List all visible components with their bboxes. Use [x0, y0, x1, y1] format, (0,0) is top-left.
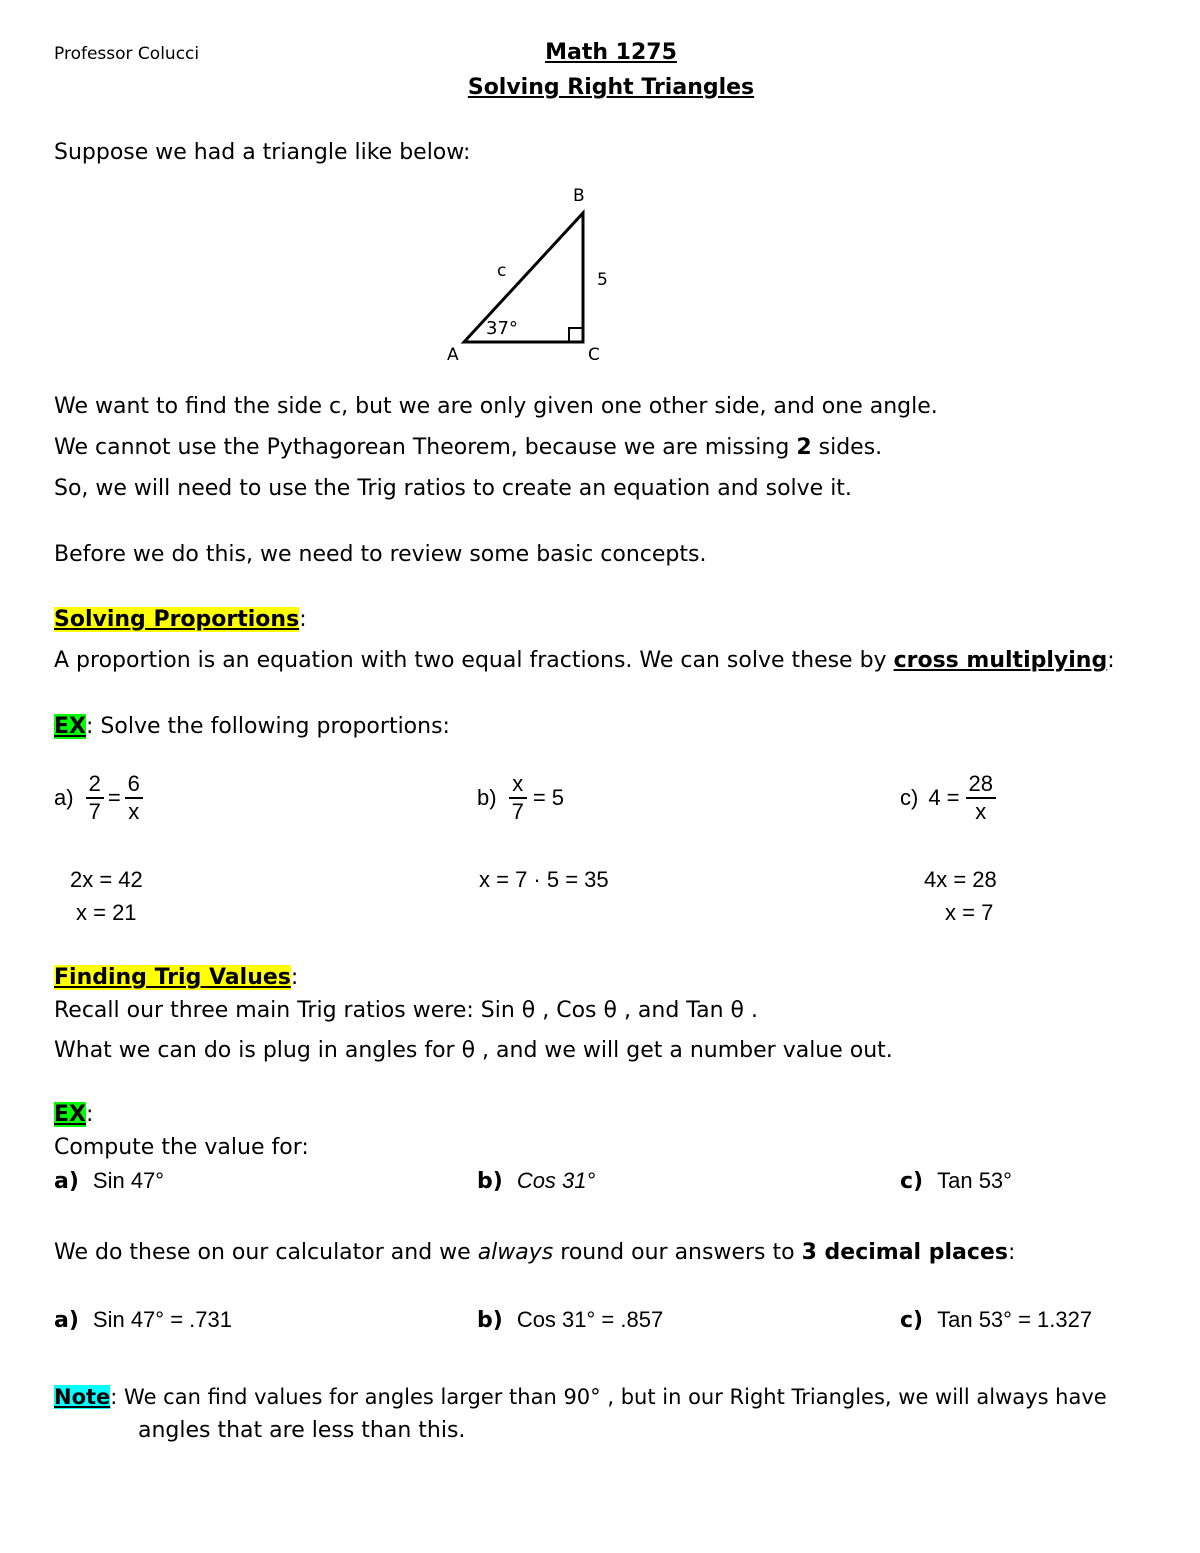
professor-name: Professor Colucci [54, 44, 200, 64]
trig-line-2: What we can do is plug in angles for θ , and we will get a number value out. [54, 1038, 893, 1063]
angle-a-label: 37° [486, 318, 518, 339]
solution-c-step-1: 4x = 28 [924, 867, 997, 892]
course-title: Math 1275 [545, 40, 677, 65]
right-triangle-diagram [420, 180, 640, 370]
solution-a-step-2: x = 21 [76, 900, 137, 925]
triangle-outline [464, 213, 583, 342]
trig-item-a: a) Sin 47° [54, 1168, 165, 1194]
trig-item-b: b) Cos 31° [477, 1168, 596, 1194]
vertex-b-label: B [573, 186, 585, 206]
note-line-1: Note: We can find values for angles larger than 90° , but in our Right Triangles, we will always have [54, 1385, 1107, 1409]
trig-answer-a: a) Sin 47° = .731 [54, 1307, 232, 1333]
paragraph-2: Before we do this, we need to review some basic concepts. [54, 542, 707, 567]
trig-line-1: Recall our three main Trig ratios were: Sin θ , Cos θ , and Tan θ . [54, 998, 758, 1023]
solution-c-step-2: x = 7 [945, 900, 994, 925]
solution-b-step-1: x = 7 · 5 = 35 [479, 867, 609, 892]
problem-a: a) $\frac{2}{7}$ = $\frac{6}{x}$ [54, 771, 145, 825]
example-2-heading: EX: [54, 1102, 94, 1127]
side-bc-label: 5 [597, 270, 608, 290]
calculator-instruction: We do these on our calculator and we always round our answers to 3 decimal places: [54, 1240, 1016, 1265]
trig-answer-b: b) Cos 31° = .857 [477, 1307, 664, 1333]
note-line-2: angles that are less than this. [138, 1418, 466, 1443]
right-angle-marker [569, 328, 583, 342]
page-title: Solving Right Triangles [467, 75, 755, 100]
compute-text: Compute the value for: [54, 1135, 309, 1160]
vertex-c-label: C [588, 345, 600, 365]
problem-c: c) 4 = $\frac{28}{x}$ [900, 771, 998, 825]
section-heading-proportions: Solving Proportions: [54, 607, 307, 632]
example-1-heading: EX: Solve the following proportions: [54, 714, 450, 739]
paragraph-line-2: We cannot use the Pythagorean Theorem, because we are missing 2 sides. [54, 435, 883, 460]
paragraph-line-1: We want to find the side c, but we are only given one other side, and one angle. [54, 394, 938, 419]
proportion-description: A proportion is an equation with two equal fractions. We can solve these by cross multiplying: [54, 648, 1115, 673]
intro-text: Suppose we had a triangle like below: [54, 140, 471, 165]
paragraph-line-3: So, we will need to use the Trig ratios to create an equation and solve it. [54, 476, 852, 501]
trig-answer-c: c) Tan 53° = 1.327 [900, 1307, 1093, 1333]
side-c-label: c [497, 261, 507, 281]
problem-b: b) $\frac{x}{7}$ = 5 [477, 771, 565, 824]
trig-item-c: c) Tan 53° [900, 1168, 1012, 1194]
solution-a-step-1: 2x = 42 [70, 867, 143, 892]
section-heading-trig: Finding Trig Values: [54, 965, 299, 990]
vertex-a-label: A [447, 345, 459, 365]
